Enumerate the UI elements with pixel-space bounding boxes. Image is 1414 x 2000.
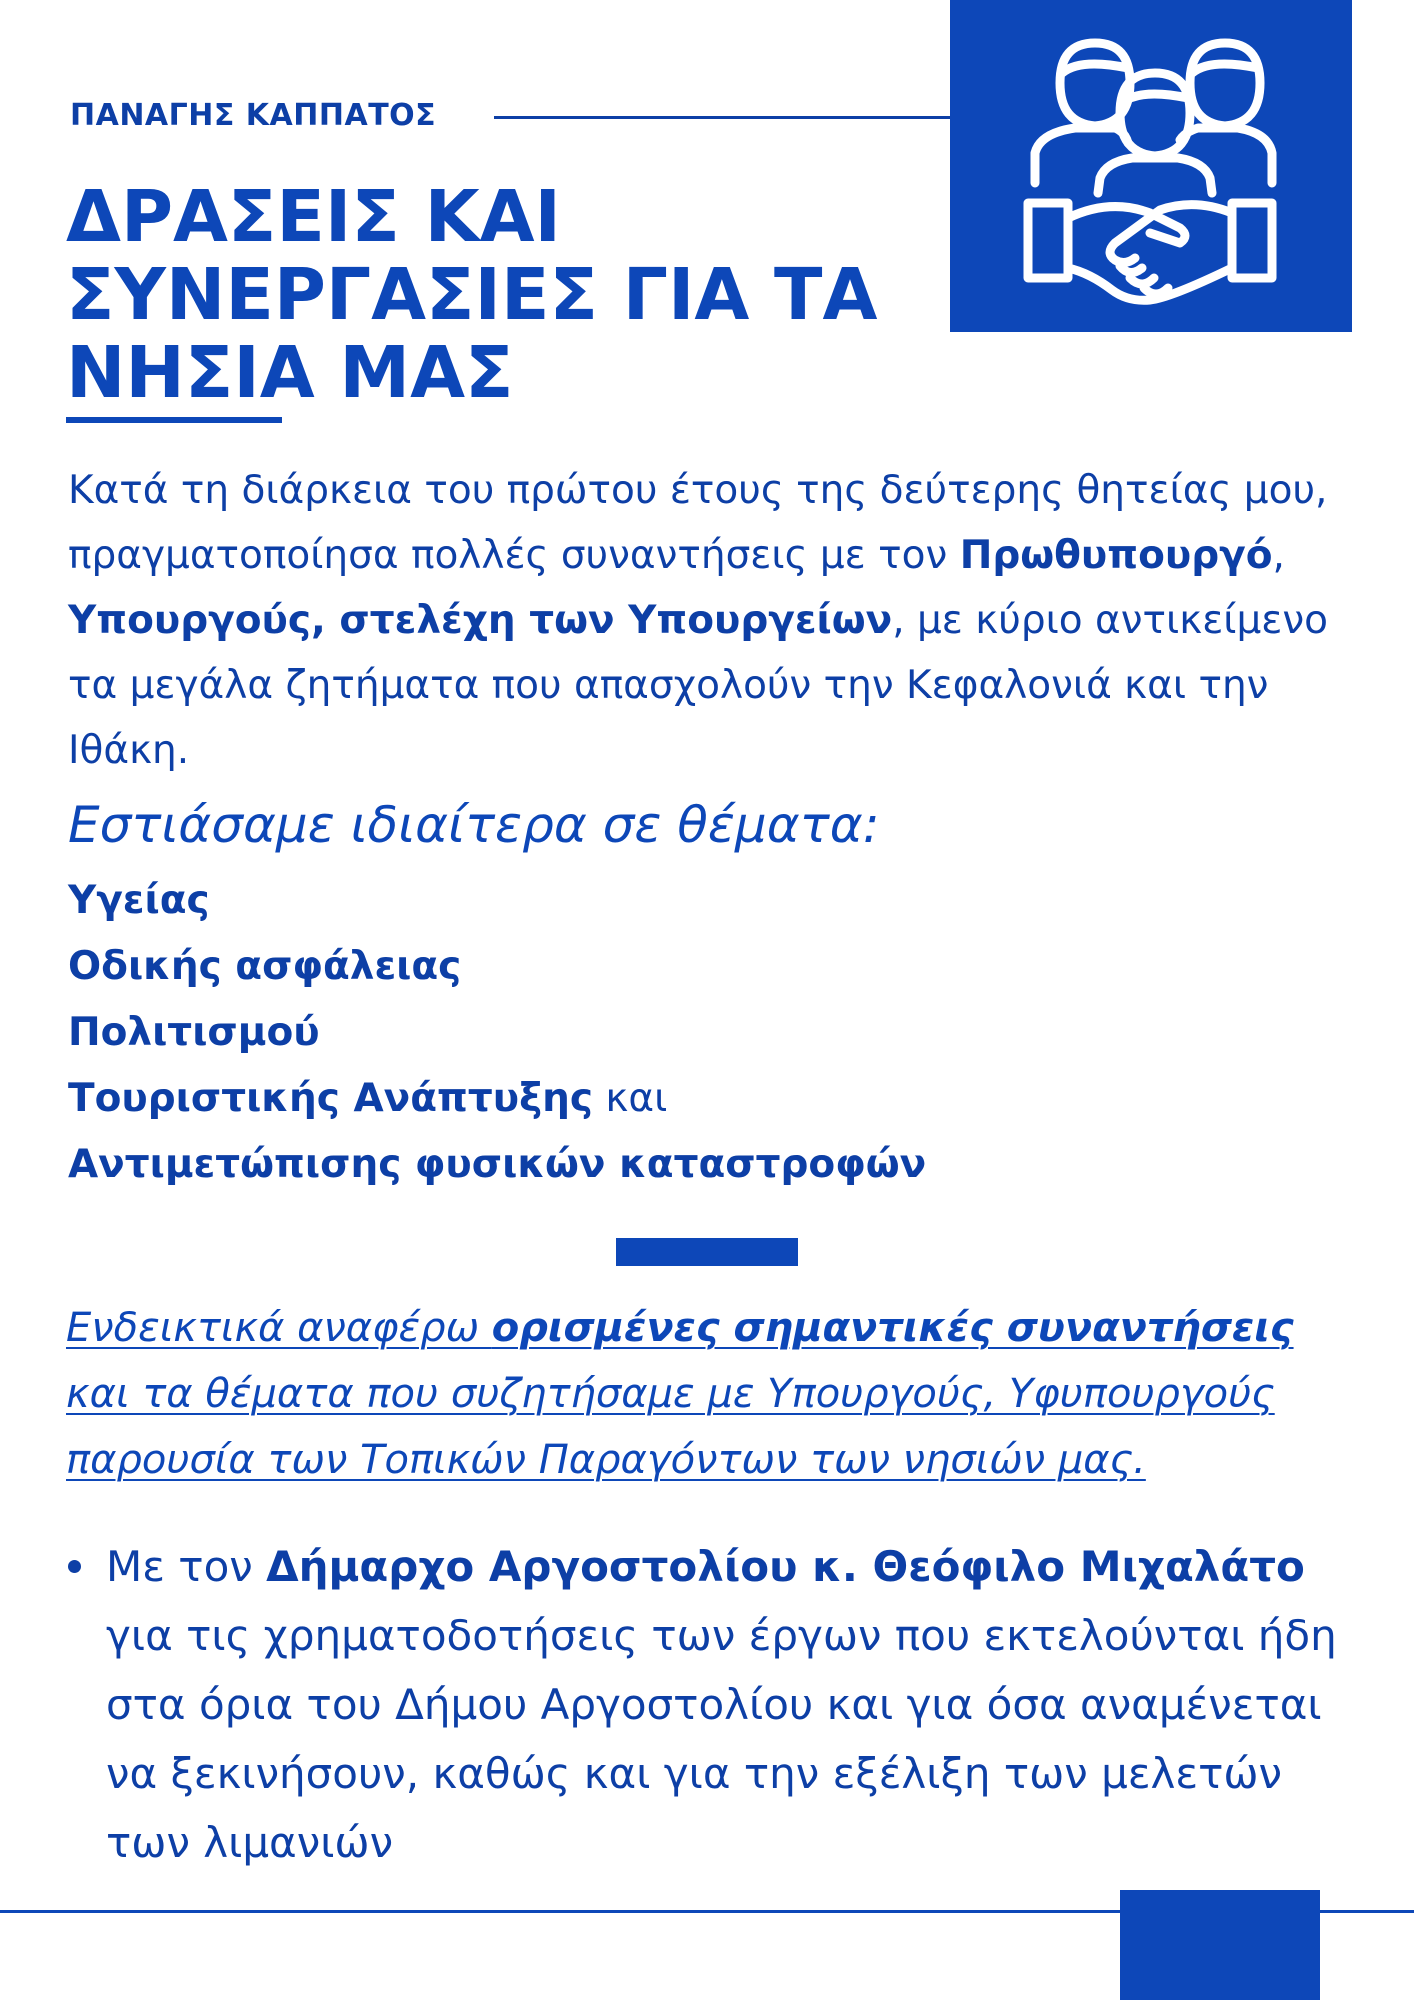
people-handshake-icon — [1020, 28, 1280, 318]
meeting-text: για τις χρηματοδοτήσεις των έργων που εκτελούνται ήδη στα όρια του Δήμου Αργοστολίου και για όσα αναμένεται να ξεκινήσουν, καθώς και για την εξέλιξη των μελετών των λιμανιών — [106, 1611, 1337, 1867]
meeting-prefix: Με τον — [106, 1542, 267, 1591]
intro-text: , — [1272, 533, 1285, 578]
meeting-item — [66, 1532, 1346, 1877]
logo-panel — [950, 0, 1352, 332]
topic-item: Οδικής ασφάλειας — [68, 944, 462, 989]
author-name: ΠΑΝΑΓΗΣ ΚΑΠΠΑΤΟΣ — [70, 98, 437, 133]
page-title: ΔΡΑΣΕΙΣ ΚΑΙ ΣΥΝΕΡΓΑΣΙΕΣ ΓΙΑ ΤΑ ΝΗΣΙΑ ΜΑΣ — [66, 175, 878, 414]
topic-item-label: Τουριστικής Ανάπτυξης — [68, 1076, 594, 1121]
indicative-text: και τα θέματα που συζητήσαμε με Υπουργούς, Υφυπουργούς παρουσία των Τοπικών Παραγόντων των νησιών μας. — [66, 1371, 1275, 1483]
author-divider-line — [494, 116, 950, 119]
intro-emphasis-ministers: Υπουργούς, στελέχη των Υπουργείων — [68, 598, 893, 643]
footer-block — [1120, 1890, 1320, 2000]
meetings-list — [66, 1532, 1346, 1877]
bullet-dot — [68, 1560, 81, 1573]
topic-item: Υγείας — [68, 878, 210, 923]
topic-item — [68, 1066, 926, 1132]
indicative-note — [66, 1295, 1366, 1493]
intro-emphasis-pm: Πρωθυπουργό — [959, 533, 1273, 578]
intro-text: , με κύριο αντικείμενο τα μεγάλα ζητήματα που απασχολούν την Κεφαλονιά και την Ιθάκη. — [68, 598, 1329, 773]
title-underline — [66, 417, 282, 423]
topics-list — [68, 868, 926, 1198]
topic-item: Αντιμετώπισης φυσικών καταστροφών — [68, 1142, 927, 1187]
intro-text: Κατά τη διάρκεια του πρώτου έτους της δεύτερης θητείας μου, πραγματοποίησα πολλές συναντήσεις με τον — [68, 468, 1328, 578]
focus-heading: Εστιάσαμε ιδιαίτερα σε θέματα: — [68, 796, 880, 854]
topic-item: Πολιτισμού — [68, 1010, 320, 1055]
indicative-text: Ενδεικτικά αναφέρω — [66, 1305, 492, 1351]
section-divider — [616, 1238, 798, 1266]
indicative-emphasis: ορισμένες σημαντικές συναντήσεις — [491, 1305, 1294, 1351]
meeting-person: Δήμαρχο Αργοστολίου κ. Θεόφιλο Μιχαλάτο — [266, 1542, 1305, 1591]
intro-paragraph — [68, 458, 1358, 783]
topic-conjunction: και — [593, 1076, 668, 1121]
